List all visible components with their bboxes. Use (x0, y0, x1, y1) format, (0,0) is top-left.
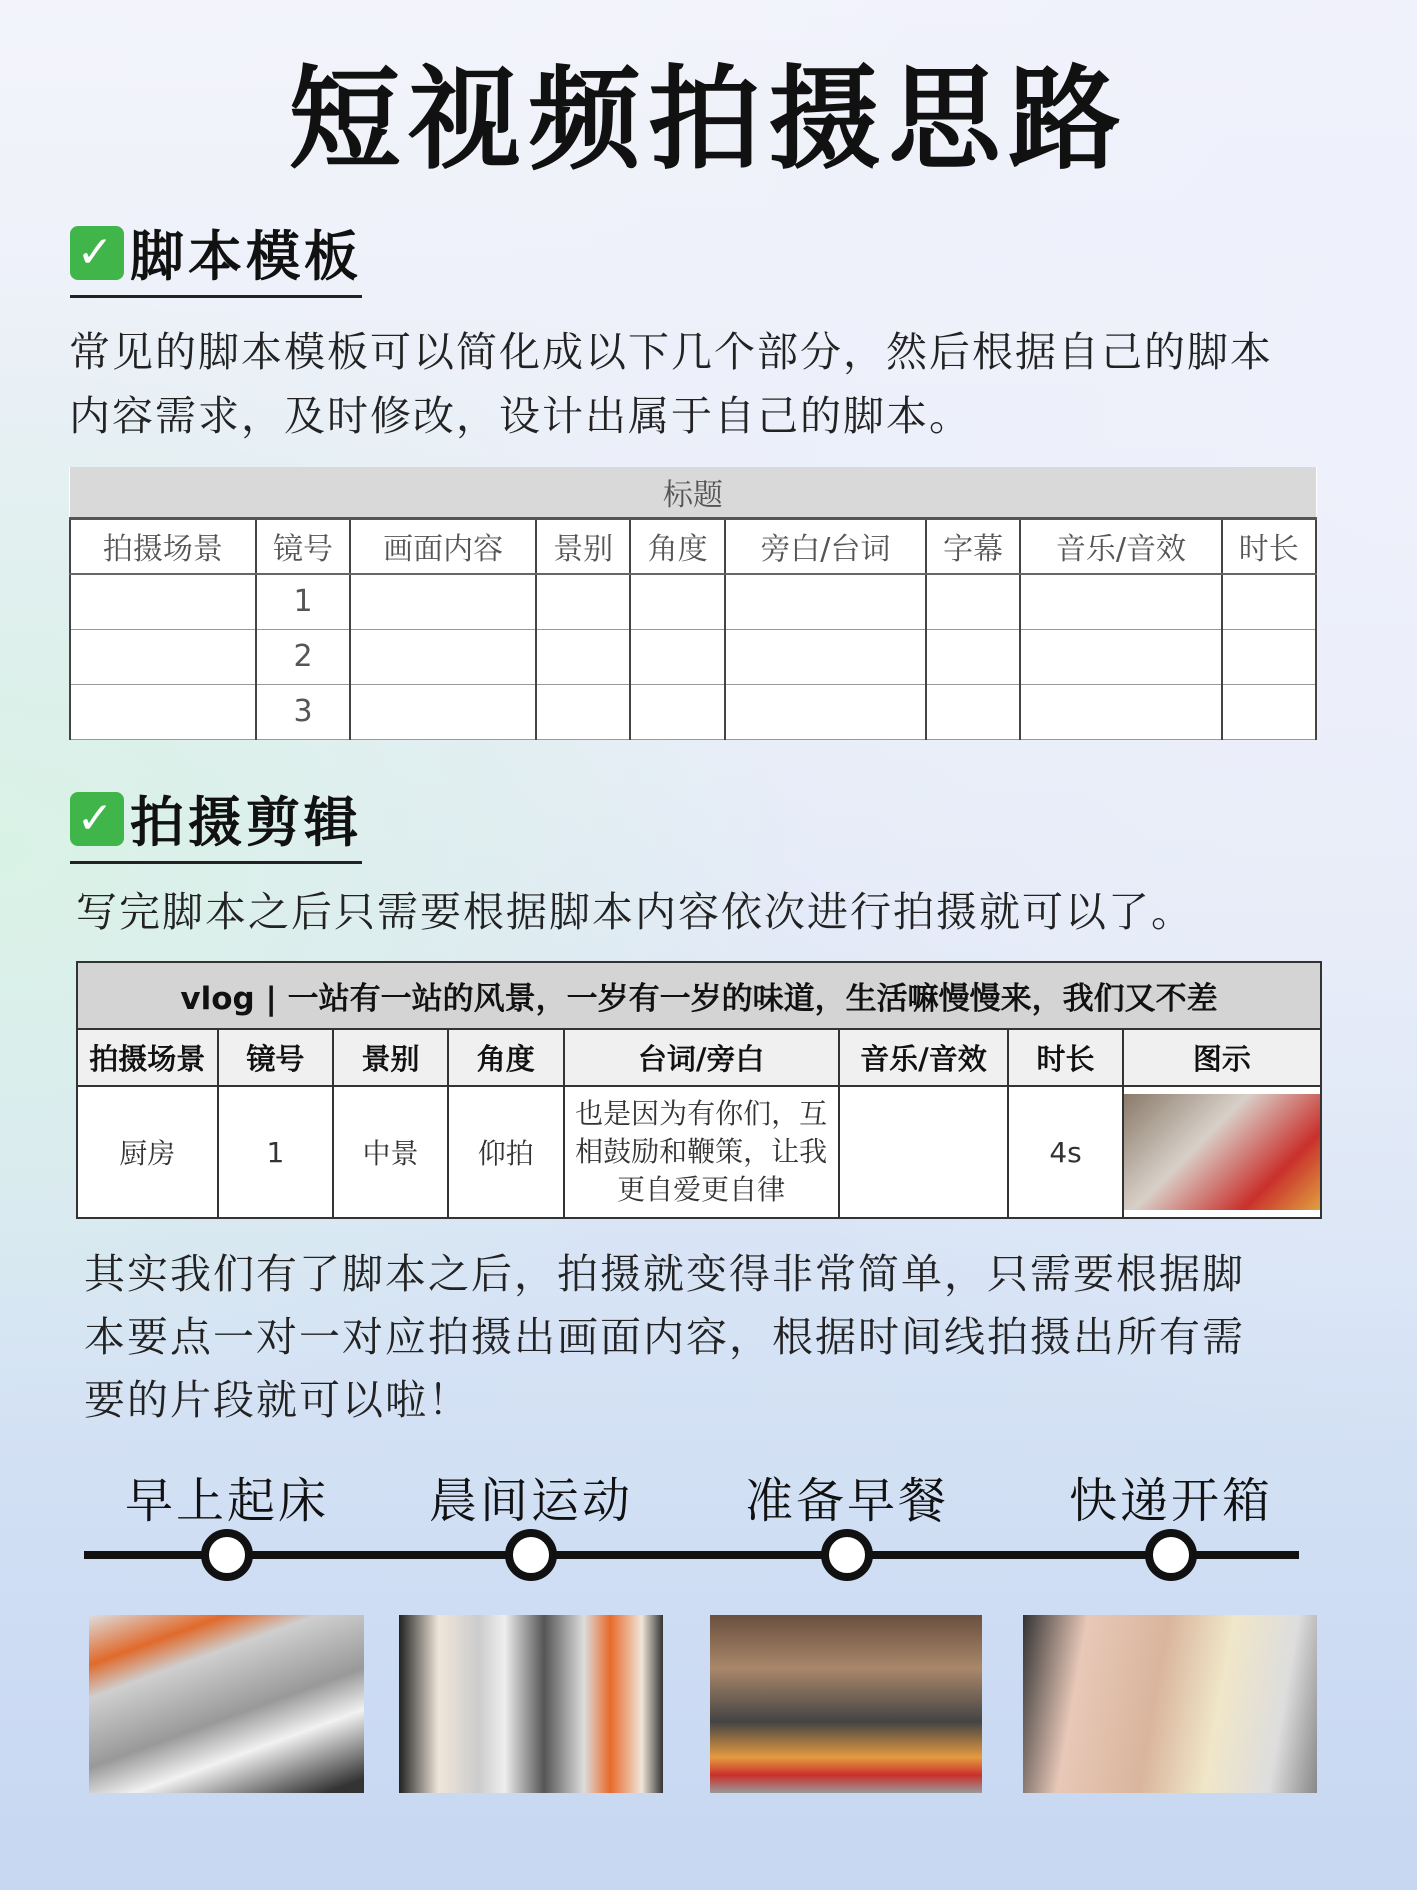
shot-cell: 1 (218, 1086, 334, 1218)
col-header: 拍摄场景 (70, 518, 256, 574)
table-caption: 标题 (70, 467, 1316, 518)
section-heading-script-template (70, 214, 362, 298)
unboxing-thumbnail (1023, 1615, 1317, 1793)
check-mark-icon: ✓ (70, 226, 124, 280)
col-header: 画面内容 (350, 518, 536, 574)
heading-text: 拍摄剪辑 (130, 791, 362, 854)
music-cell (839, 1086, 1008, 1218)
shot-number: 2 (256, 629, 350, 684)
timeline-label: 晨间运动 (428, 1473, 634, 1529)
col-header: 镜号 (218, 1029, 334, 1086)
check-mark-icon: ✓ (70, 792, 124, 846)
timeline-node (1145, 1529, 1197, 1581)
col-header: 景别 (333, 1029, 448, 1086)
summary-paragraph (84, 1243, 1245, 1432)
para-line: 内容需求，及时修改，设计出属于自己的脚本。 (69, 392, 972, 440)
table-row (77, 1086, 1321, 1218)
shot-number: 3 (256, 684, 350, 739)
timeline-label: 准备早餐 (744, 1473, 950, 1529)
table-caption: vlog | 一站有一站的风景，一岁有一岁的味道，生活嘛慢慢来，我们又不差 (77, 962, 1321, 1029)
heading-text: 脚本模板 (130, 225, 362, 288)
para-line: 本要点一对一对应拍摄出画面内容，根据时间线拍摄出所有需 (84, 1313, 1245, 1361)
para-line: 要的片段就可以啦！ (84, 1376, 471, 1424)
illustration-cell (1123, 1086, 1321, 1218)
col-header: 台词/旁白 (564, 1029, 839, 1086)
col-header: 镜号 (256, 518, 350, 574)
kitchen-thumbnail-image (1124, 1094, 1320, 1210)
timeline-node (505, 1529, 557, 1581)
breakfast-thumbnail (710, 1615, 982, 1793)
timeline-node (201, 1529, 253, 1581)
script-template-table (69, 467, 1317, 740)
para-line: 其实我们有了脚本之后，拍摄就变得非常简单，只需要根据脚 (84, 1250, 1245, 1298)
col-header: 音乐/音效 (839, 1029, 1008, 1086)
table-row (70, 574, 1316, 629)
section-heading-shooting-editing (70, 780, 362, 864)
table-row (70, 684, 1316, 739)
angle-cell: 仰拍 (448, 1086, 564, 1218)
col-header: 景别 (536, 518, 630, 574)
col-header: 时长 (1008, 1029, 1123, 1086)
col-header: 角度 (630, 518, 724, 574)
shot-number: 1 (256, 574, 350, 629)
exercise-thumbnail (399, 1615, 663, 1793)
scene-cell: 厨房 (77, 1086, 218, 1218)
col-header: 时长 (1222, 518, 1316, 574)
table-row (70, 629, 1316, 684)
timeline-label: 早上起床 (124, 1473, 330, 1529)
col-header: 旁白/台词 (725, 518, 926, 574)
col-header: 拍摄场景 (77, 1029, 218, 1086)
timeline-node (821, 1529, 873, 1581)
col-header: 角度 (448, 1029, 564, 1086)
intro-paragraph (69, 320, 1273, 448)
vlog-script-table (76, 961, 1322, 1219)
shot-size-cell: 中景 (333, 1086, 448, 1218)
duration-cell: 4s (1008, 1086, 1123, 1218)
wake-up-thumbnail (89, 1615, 364, 1793)
para-line: 常见的脚本模板可以简化成以下几个部分，然后根据自己的脚本 (69, 328, 1273, 376)
line-cell: 也是因为有你们，互相鼓励和鞭策，让我更自爱更自律 (564, 1086, 839, 1218)
timeline-line (84, 1551, 1299, 1559)
col-header: 音乐/音效 (1020, 518, 1221, 574)
col-header: 图示 (1123, 1029, 1321, 1086)
page-title: 短视频拍摄思路 (288, 55, 1129, 185)
shooting-paragraph: 写完脚本之后只需要根据脚本内容依次进行拍摄就可以了。 (76, 888, 1194, 936)
timeline-label: 快递开箱 (1068, 1473, 1274, 1529)
col-header: 字幕 (926, 518, 1020, 574)
